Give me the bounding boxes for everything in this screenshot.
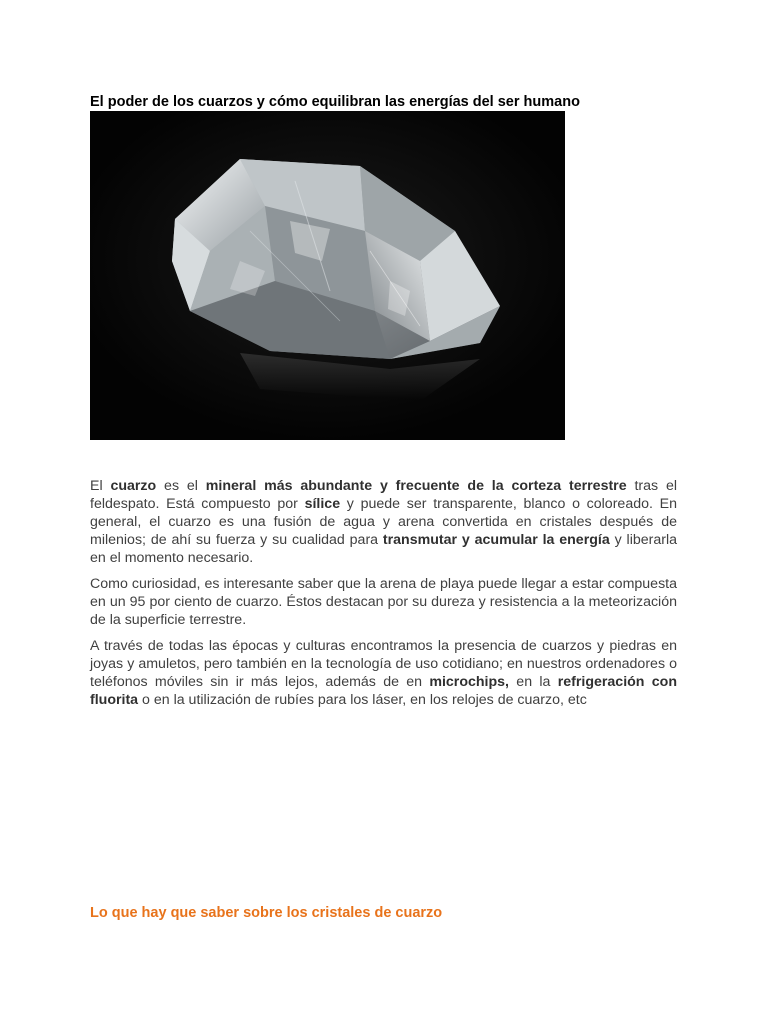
bold-text-segment: cuarzo <box>110 478 157 494</box>
bold-text-segment: refrigeración con fluorita <box>90 674 677 708</box>
quartz-crystal-icon <box>90 111 565 440</box>
article-body <box>90 477 677 717</box>
document-title: El poder de los cuarzos y cómo equilibran las energías del ser humano <box>90 94 580 110</box>
text-segment: o en la utilización de rubíes para los láser, en los relojes de cuarzo, etc <box>138 692 587 708</box>
text-segment: y puede ser transparente, blanco o coloreado. En general, el cuarzo es una fusión de agua y arena convertida en cristales después de milenios; de ahí su fuerza y su cualidad para <box>90 496 677 548</box>
text-segment: tras el feldespato. Está compuesto por <box>90 478 677 512</box>
text-segment: Como curiosidad, es interesante saber que la arena de playa puede llegar a estar compuesta en un 95 por ciento de cuarzo. Éstos destacan por su dureza y resistencia a la meteorización de la superficie terrestre. <box>90 576 677 628</box>
paragraph <box>90 637 677 709</box>
bold-text-segment: mineral más abundante y frecuente de la corteza terrestre <box>205 478 627 494</box>
text-segment: A través de todas las épocas y culturas encontramos la presencia de cuarzos y piedras en joyas y amuletos, pero también en la tecnología de uso cotidiano; en nuestros ordenadores o teléfonos móviles sin ir más lejos, además de en <box>90 638 677 690</box>
bold-text-segment: transmutar y acumular la energía <box>382 532 610 548</box>
paragraph <box>90 575 677 629</box>
text-segment: El <box>90 478 111 494</box>
paragraph <box>90 477 677 567</box>
section-heading: Lo que hay que saber sobre los cristales de cuarzo <box>90 905 443 921</box>
text-segment: es el <box>156 478 206 494</box>
bold-text-segment: sílice <box>304 496 341 512</box>
text-segment: en la <box>509 674 558 690</box>
quartz-crystal-photo <box>90 111 565 440</box>
text-segment: y liberarla en el momento necesario. <box>90 532 678 566</box>
bold-text-segment: microchips, <box>429 674 509 690</box>
